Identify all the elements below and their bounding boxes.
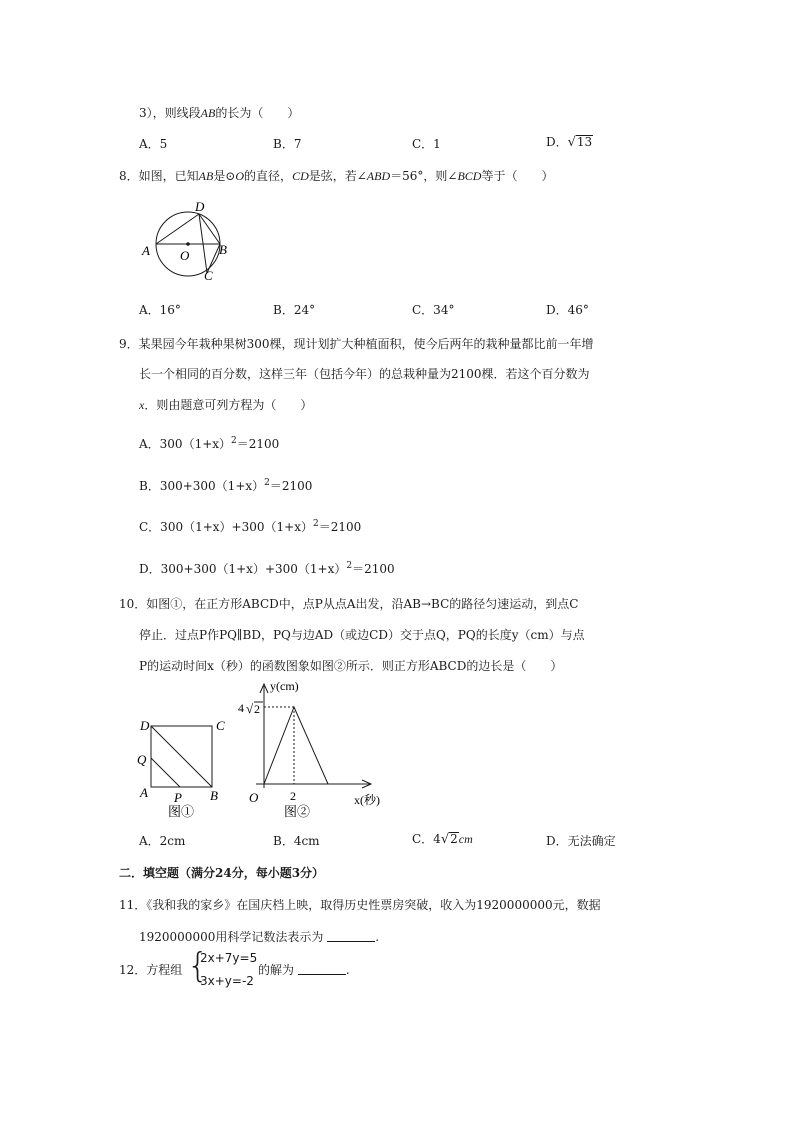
x-axis-label: x(秒) — [354, 793, 380, 807]
q7-stem: 3），则线段AB的长为（ ） — [139, 106, 300, 120]
q9-option-c: C．$300(1+x)+300(1+x)^2=2100$ — [139, 519, 362, 534]
label-d: D — [195, 199, 205, 214]
q10-line2: 停止．过点P作PQ∥BD，PQ与边AD（或边CD）交于点Q，PQ的长度y（cm）与点 — [139, 628, 585, 642]
sqrt-icon: √ — [567, 135, 576, 150]
label-q: Q — [137, 752, 147, 767]
q7-option-c: C．1 — [412, 137, 441, 151]
q10-line3: P的运动时间x（秒）的函数图象如图②所示．则正方形ABCD的边长是（ ） — [139, 659, 563, 673]
answer-blank[interactable] — [327, 931, 375, 942]
q8-option-b: B．24° — [273, 303, 316, 317]
q12-prefix: 12．方程组 — [119, 963, 183, 977]
q9-option-d: D．$300+300(1+x)+300(1+x)^2=2100$ — [139, 561, 395, 576]
q10-option-d: D．无法确定 — [546, 834, 616, 848]
chord-ad — [156, 214, 199, 244]
diagonal-bd — [151, 726, 212, 787]
label-c: C — [204, 268, 213, 283]
center-dot — [186, 242, 190, 246]
q11-line1: 11．《我和我的家乡》在国庆档上映，取得历史性票房突破，收入为1920000000元，数据 — [119, 898, 601, 912]
q8-stem: 8．如图，已知AB是⊙O的直径，CD是弦，若∠ABD＝56°，则∠BCD等于（ ） — [119, 169, 554, 183]
q7-option-a: A．5 — [139, 137, 168, 151]
q8-circle-figure — [138, 196, 238, 288]
label-d: D — [140, 718, 150, 733]
q10-figure-1 — [134, 712, 234, 822]
q8-option-a: A．16° — [139, 303, 181, 317]
q12-eq1: 2x+7y=5 — [200, 951, 258, 965]
label-p: P — [174, 790, 182, 805]
q9-option-a: A．$300(1+x)^2=2100$ — [139, 436, 280, 451]
q10-option-c: C．4√2cm — [412, 832, 473, 847]
caption-fig1: 图① — [168, 804, 195, 819]
origin-label: O — [249, 790, 259, 805]
label-c: C — [216, 718, 225, 733]
q10-option-b: B．4cm — [273, 834, 320, 848]
function-graph — [264, 707, 328, 784]
q12-eq2: 3x+y=-2 — [200, 974, 254, 988]
q7-option-b: B．7 — [273, 137, 302, 151]
x-tick-label: 2 — [290, 789, 296, 803]
q7-option-d: D．√13 — [546, 135, 593, 150]
q10-line1: 10．如图①，在正方形ABCD中，点P从点A出发，沿AB→BC的路径匀速运动，到点C — [119, 597, 579, 611]
sqrt-icon: √ — [246, 701, 254, 716]
segment-pq — [151, 758, 180, 787]
brace-icon: { — [187, 946, 209, 986]
q12-suffix: 的解为 . — [258, 963, 350, 977]
q10-figure-2 — [236, 676, 402, 824]
section-title: 二．填空题（满分24分，每小题3分） — [119, 866, 325, 880]
y-axis-label: y(cm) — [270, 679, 299, 693]
q8-option-c: C．34° — [412, 303, 455, 317]
q9-option-b: B．$300+300(1+x)^2=2100$ — [139, 478, 313, 493]
q8-option-d: D．46° — [546, 303, 589, 317]
q9-line3: x．则由题意可列方程为（ ） — [139, 398, 313, 412]
label-b: B — [210, 788, 218, 803]
q11-line2: 1920000000用科学记数法表示为 . — [139, 930, 380, 944]
q9-line2: 长一个相同的百分数，这样三年（包括今年）的总栽种量为2100棵．若这个百分数为 — [139, 367, 590, 381]
answer-blank[interactable] — [298, 964, 346, 975]
label-a: A — [140, 785, 148, 800]
label-o: O — [180, 248, 190, 263]
label-b: B — [219, 242, 227, 257]
caption-fig2: 图② — [284, 804, 311, 819]
q10-option-a: A．2cm — [139, 834, 186, 848]
q9-line1: 9．某果园今年栽种果树300棵，现计划扩大种植面积，使今后两年的栽种量都比前一年增 — [119, 337, 594, 351]
label-a: A — [142, 243, 150, 258]
sqrt-icon: √ — [440, 832, 450, 847]
y-tick-radicand: 2 — [254, 702, 260, 716]
y-tick-label: 4 — [238, 701, 244, 715]
